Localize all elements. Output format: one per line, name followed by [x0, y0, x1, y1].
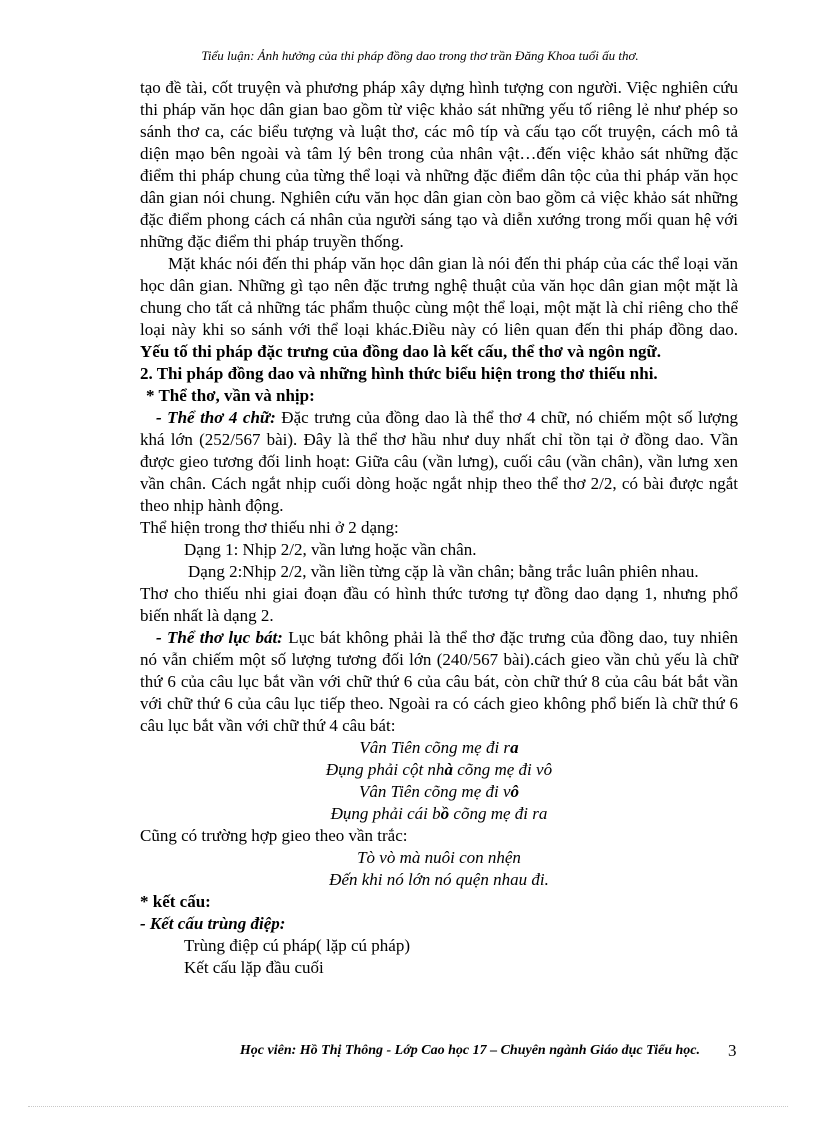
bullet-four-word-poem: [140, 407, 738, 517]
bullet-four-word-label: - Thể thơ 4 chữ:: [156, 408, 276, 427]
bullet-luc-bat-label: - Thể thơ lục bát:: [156, 628, 283, 647]
paragraph-2: [140, 253, 738, 363]
page-number: 3: [728, 1041, 737, 1060]
bullet-luc-bat-text: Lục bát không phải là thể thơ đặc trưng của đồng dao, tuy nhiên nó vẫn chiếm một số lượng tương đối lớn (240/567 bài).cách gieo vần chủ yếu là chữ thứ 6 của câu lục bắt vần với chữ thứ 6 của câu bát, còn chữ thứ 8 của câu bát bắt vần với chữ thứ 6 của câu lục tiếp theo. Ngoài ra có cách gieo không phổ biến là chữ thứ 6 câu lục bắt vần với chữ thứ 4 câu bát:: [140, 628, 738, 735]
page-header: Tiểu luận: Ảnh hưởng của thi pháp đồng dao trong thơ trần Đăng Khoa tuổi ấu thơ.: [201, 48, 639, 63]
page-content: [140, 77, 738, 979]
paragraph-form-2: Dạng 2:Nhịp 2/2, vần liền từng cặp là vần chân; bằng trắc luân phiên nhau.: [188, 562, 699, 581]
poem-line: Tò vò mà nuôi con nhện: [357, 848, 521, 867]
page-bottom-divider: [28, 1106, 788, 1107]
bullet-four-word-text: Đặc trưng của đồng dao là thể thơ 4 chữ, nó chiếm một số lượng khá lớn (252/567 bài). Đây là thể thơ hầu như duy nhất chỉ tồn tại ở đồng dao. Vần được gieo tương đối linh hoạt: Giữa câu (vần lưng), cuối câu (vần chân), vần lưng xen vần chân. Cách ngắt nhịp cuối dòng hoặc ngắt nhịp theo thể thơ 2/2, có bài được ngắt theo nhịp hành động.: [140, 408, 738, 515]
paragraph-3: Thể hiện trong thơ thiếu nhi ở 2 dạng:: [140, 518, 399, 537]
poem-line: Đến khi nó lớn nó quện nhau đi.: [329, 870, 549, 889]
paragraph-2-text: Mặt khác nói đến thi pháp văn học dân gian là nói đến thi pháp của các thể loại văn học dân gian. Những gì tạo nên đặc trưng nghệ thuật của văn học dân gian một mặt là chung cho tất cả những tác phẩm thuộc cùng một thể loại, một mặt là chỉ riêng cho thể loại này khi so sánh với thể loại khác.Điều này có liên quan đến thi pháp đồng dao.: [140, 254, 738, 339]
poem-rhyme-letter: à: [444, 760, 453, 779]
bullet-luc-bat: [140, 627, 738, 737]
paragraph-2-bold: Yếu tố thi pháp đặc trưng của đồng dao là kết cấu, thể thơ và ngôn ngữ.: [140, 342, 662, 361]
paragraph-6: Thơ cho thiếu nhi giai đoạn đầu có hình thức tương tự đồng dao dạng 1, nhưng phổ biến nhất là dạng 2.: [140, 584, 738, 625]
paragraph-form-1: Dạng 1: Nhịp 2/2, vần lưng hoặc vần chân.: [184, 540, 477, 559]
poem-line-text: Đụng phải cái b: [330, 804, 441, 823]
subheading-poetry-form: * Thể thơ, vần và nhịp:: [146, 386, 315, 405]
poem-line-text: cõng mẹ đi ra: [449, 804, 548, 823]
bullet-repetition-structure: - Kết cấu trùng điệp:: [140, 914, 286, 933]
poem-line-text: Vân Tiên cõng mẹ đi r: [359, 738, 511, 757]
paragraph-7: Cũng có trường hợp gieo theo vần trắc:: [140, 826, 408, 845]
poem-example-2: [140, 847, 738, 891]
section-heading-2: 2. Thi pháp đồng dao và những hình thức biểu hiện trong thơ thiếu nhi.: [140, 364, 658, 383]
poem-rhyme-letter: ô: [510, 782, 520, 801]
poem-rhyme-letter: ồ: [440, 804, 450, 823]
poem-line: [140, 737, 738, 759]
paragraph-syntax-repetition: Trùng điệp cú pháp( lặp cú pháp): [184, 936, 410, 955]
poem-example-1: [140, 737, 738, 825]
poem-line: [140, 759, 738, 781]
page-footer: Học viên: Hồ Thị Thông - Lớp Cao học 17 – Chuyên ngành Giáo dục Tiểu học.: [239, 1043, 700, 1058]
poem-line: [140, 803, 738, 825]
paragraph-1: tạo đề tài, cốt truyện và phương pháp xây dựng hình tượng con người. Việc nghiên cứu thi pháp văn học dân gian bao gồm từ việc khảo sát những yếu tố riêng lẻ như phép so sánh thơ ca, các biểu tượng và luật thơ, các mô típ và cấu tạo cốt truyện, cách mô tả diện mạo bên ngoài và tâm lý bên trong của nhân vật…đến việc khảo sát những đặc điểm thi pháp chung của từng thể loại và những đặc điểm dân tộc của thi pháp văn học dân gian nói chung. Nghiên cứu văn học dân gian còn bao gồm cả việc khảo sát những đặc điểm phong cách cá nhân của người sáng tạo và diễn xướng trong mối quan hệ với những đặc điểm thi pháp truyền thống.: [140, 78, 738, 251]
paragraph-head-tail-repetition: Kết cấu lặp đầu cuối: [184, 958, 324, 977]
subheading-structure: * kết cấu:: [140, 892, 211, 911]
poem-line-text: Vân Tiên cõng mẹ đi v: [358, 782, 511, 801]
poem-line-text: cõng mẹ đi vô: [452, 760, 553, 779]
poem-line-text: Đụng phải cột nh: [325, 760, 445, 779]
poem-line: [140, 781, 738, 803]
poem-rhyme-letter: a: [510, 738, 519, 757]
